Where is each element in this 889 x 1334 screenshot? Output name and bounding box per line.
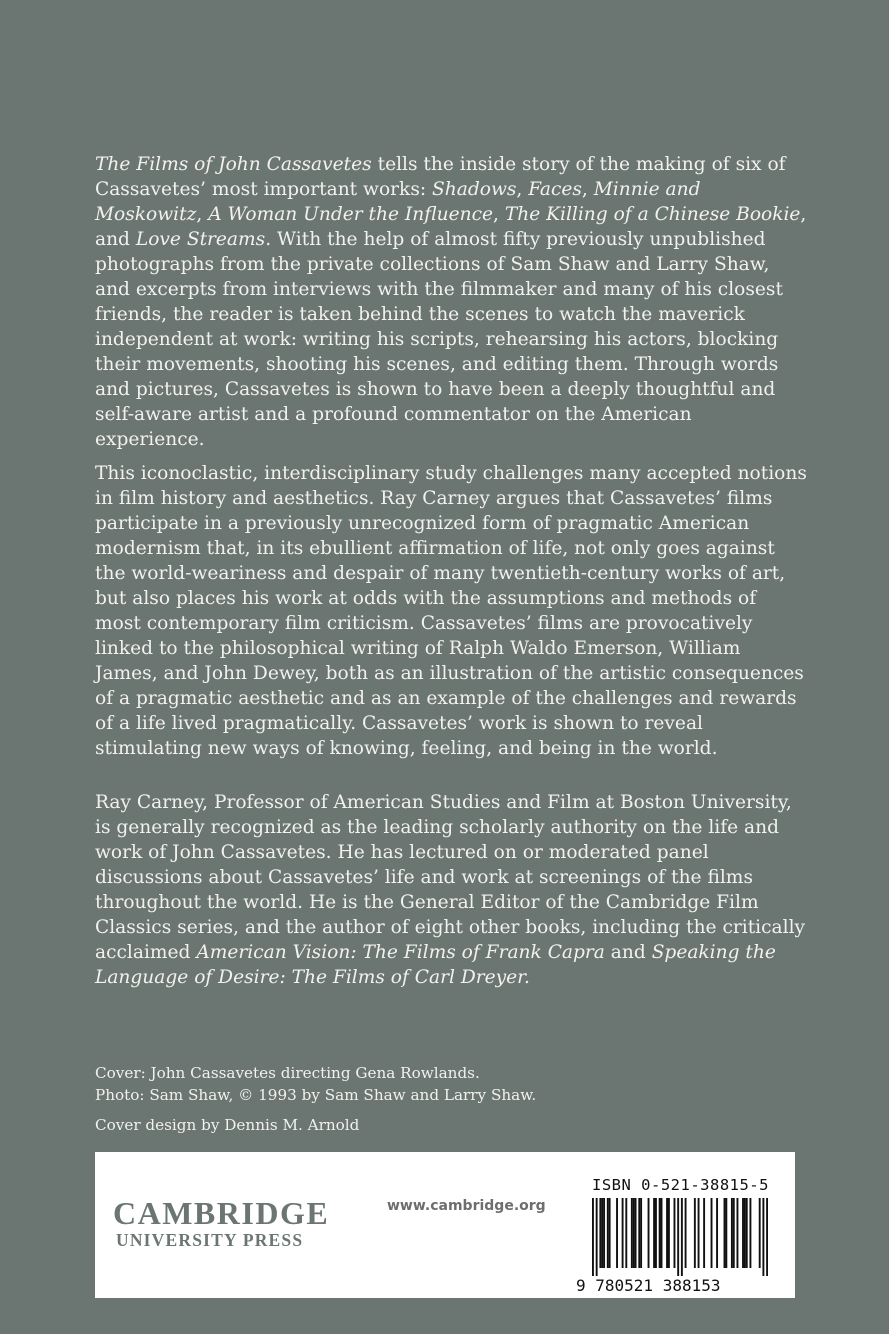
- barcode-bar: [659, 1198, 661, 1268]
- barcode-bar: [607, 1198, 609, 1268]
- barcode-bar: [622, 1198, 624, 1268]
- barcode-bar: [694, 1198, 696, 1268]
- publisher-logo: [113, 1196, 329, 1250]
- description-paragraph-2: This iconoclastic, interdisciplinary study challenges many accepted notions in film history and aesthetics. Ray Carney argues that Cassavetes’ films participate in a previously unrecognized form of pragmatic American modernism that, in its ebullient affirmation of life, not only goes against the world-weariness and despair of many twentieth-century works of art, but also places his work at odds with the assumptions and methods of most contemporary film criticism. Cassavetes’ films are provocatively linked to the philosophical writing of Ralph Waldo Emerson, William James, and John Dewey, both as an illustration of the artistic consequences of a pragmatic aesthetic and as an example of the challenges and rewards of a life lived pragmatically. Cassavetes’ work is shown to reveal stimulating new ways of knowing, feeling, and being in the world.: [95, 463, 807, 759]
- barcode-bar: [661, 1198, 663, 1268]
- barcode-bar: [731, 1198, 733, 1268]
- cover-credit: Cover: John Cassavetes directing Gena Rowlands.: [95, 1064, 480, 1082]
- author-bio: [95, 790, 807, 990]
- barcode-bar: [635, 1198, 637, 1268]
- publisher-name: CAMBRIDGE: [113, 1195, 330, 1231]
- barcode-bar: [653, 1198, 655, 1268]
- barcode-bar: [601, 1198, 603, 1268]
- barcode-bar: [616, 1198, 618, 1268]
- barcode-bar: [668, 1198, 670, 1268]
- barcode-bar: [744, 1198, 746, 1268]
- barcode-bar: [742, 1198, 744, 1268]
- design-credit: Cover design by Dennis M. Arnold: [95, 1116, 360, 1134]
- barcode-bar: [725, 1198, 727, 1268]
- barcode-bar: [733, 1198, 735, 1268]
- author-bio-paragraph: Ray Carney, Professor of American Studies and Film at Boston University, is generally recognized as the leading scholarly authority on the life and work of John Cassavetes. He has lectured on or moderated panel discussions about Cassavetes’ life and work at screenings of the films throughout the world. He is the General Editor of the Cambridge Film Classics series, and the author of eight other books, including the critically acclaimed American Vision: The Films of Frank Capra and Speaking the Language of Desire: The Films of Carl Dreyer.: [95, 792, 806, 988]
- barcode-bar: [631, 1198, 633, 1268]
- barcode-bar: [666, 1198, 668, 1268]
- cover-credits: [95, 1062, 795, 1136]
- barcode-bar: [655, 1198, 657, 1268]
- barcode-icon: [592, 1198, 768, 1276]
- barcode-bar: [724, 1198, 726, 1268]
- publisher-subtitle: UNIVERSITY PRESS: [116, 1230, 304, 1250]
- barcode-bar: [766, 1198, 768, 1276]
- barcode-bar: [609, 1198, 611, 1268]
- barcode-bar: [638, 1198, 640, 1268]
- book-description: [95, 152, 807, 770]
- barcode-bar: [625, 1198, 627, 1268]
- barcode-bar: [677, 1198, 679, 1276]
- barcode-bar: [633, 1198, 635, 1268]
- barcode-bar: [674, 1198, 676, 1268]
- barcode-bar: [746, 1198, 748, 1268]
- barcode-bar: [648, 1198, 650, 1268]
- barcode-bar: [703, 1198, 705, 1268]
- barcode-bar: [698, 1198, 700, 1268]
- barcode-bar: [711, 1198, 713, 1268]
- barcode-bar: [603, 1198, 605, 1268]
- ean-number: 9 780521 388153: [576, 1276, 721, 1295]
- barcode-bar: [596, 1198, 598, 1276]
- photo-credit: Photo: Sam Shaw, © 1993 by Sam Shaw and Larry Shaw.: [95, 1086, 537, 1104]
- barcode-bar: [716, 1198, 718, 1268]
- barcode-bar: [737, 1198, 739, 1268]
- barcode-bar: [759, 1198, 761, 1268]
- publisher-website: www.cambridge.org: [387, 1198, 546, 1214]
- barcode-bar: [685, 1198, 687, 1268]
- barcode-bar: [599, 1198, 601, 1268]
- barcode-bar: [592, 1198, 594, 1276]
- barcode-bar: [640, 1198, 642, 1268]
- isbn-label: ISBN 0-521-38815-5: [592, 1176, 769, 1194]
- barcode-bar: [762, 1198, 764, 1276]
- description-paragraph-1: The Films of John Cassavetes tells the inside story of the making of six of Cassavetes’ most important works: Shadows, Faces, Minnie and Moskowitz, A Woman Under the Influence, The Killing of a Chinese Bookie, and Love Streams. With the help of almost fifty previously unpublished photographs from the private collections of Sam Shaw and Larry Shaw, and excerpts from interviews with the filmmaker and many of his closest friends, the reader is taken behind the scenes to watch the maverick independent at work: writing his scripts, rehearsing his actors, blocking their movements, shooting his scenes, and editing them. Through words and pictures, Cassavetes is shown to have been a deeply thoughtful and self-aware artist and a profound commentator on the American experience.: [95, 154, 807, 450]
- barcode-bar: [749, 1198, 751, 1268]
- barcode-bar: [681, 1198, 683, 1276]
- publisher-panel: [95, 1152, 795, 1298]
